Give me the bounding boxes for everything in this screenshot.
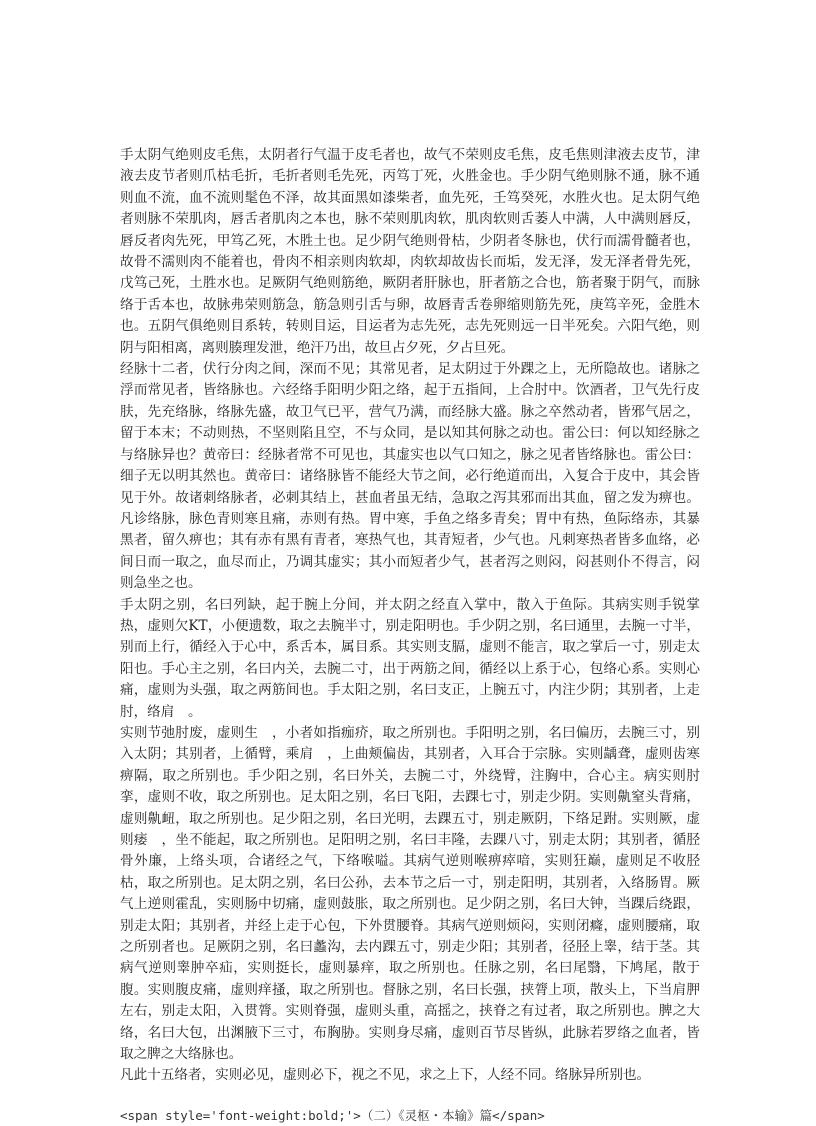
document-body [120,145,700,1126]
paragraph-hand-collaterals: 手太阴之别，名曰列缺，起于腕上分间，并太阴之经直入掌中，散入于鱼际。其病实则手锐掌热，虚则欠KT，小便遗数，取之去腕半寸，别走阳明也。手少阴之别，名曰通里，去腕一寸半，别而上行，循经入于心中，系舌本，属目系。其实则支膈，虚则不能言，取之掌后一寸，别走太阳也。手心主之别，名曰内关，去腕二寸，出于两筋之间，循经以上系于心，包络心系。实则心痛，虚则为头强，取之两筋间也。手太阳之别，名曰支正，上腕五寸，内注少阴；其别者，上走肘，络肩 。 [120,596,700,720]
paragraph-qi-exhaustion: 手太阴气绝则皮毛焦，太阴者行气温于皮毛者也，故气不荣则皮毛焦，皮毛焦则津液去皮节，津液去皮节者则爪枯毛折，毛折者则毛先死，丙笃丁死，火胜金也。手少阴气绝则脉不通，脉不通则血不流，血不流则髦色不泽，故其面黑如漆柴者，血先死，壬笃癸死，水胜火也。足太阴气绝者则脉不荣肌肉，唇舌者肌肉之本也，脉不荣则肌肉软，肌肉软则舌萎人中满，人中满则唇反，唇反者肉先死，甲笃乙死，木胜土也。足少阴气绝则骨枯，少阴者冬脉也，伏行而濡骨髓者也，故骨不濡则肉不能着也，骨肉不相亲则肉软却，肉软却故齿长而垢，发无泽，发无泽者骨先死，戊笃己死，土胜水也。足厥阴气绝则筋绝，厥阴者肝脉也，肝者筋之合也，筋者聚于阴气，而脉络于舌本也，故脉弗荣则筋急，筋急则引舌与卵，故唇青舌卷卵缩则筋先死，庚笃辛死，金胜木也。五阴气俱绝则目系转，转则目运，目运者为志先死，志先死则远一日半死矣。六阳气绝，则阴与阳相离，离则腠理发泄，绝汗乃出，故旦占夕死，夕占旦死。 [120,147,700,356]
paragraph-collateral-branches: 实则节弛肘废，虚则生 ，小者如指痂疥，取之所别也。手阳明之别，名曰偏历，去腕三寸，别入太阴；其别者，上循臂，乘肩 ，上曲颊偏齿，其别者，入耳合于宗脉。实则龋聋，虚则齿寒痹隔，取之所别也。手少阳之别，名曰外关，去腕二寸，外绕臂，注胸中，合心主。病实则肘挛，虚则不收，取之所别也。足太阳之别，名曰飞阳，去踝七寸，别走少阴。实则鼽窒头背痛，虚则鼽衄，取之所别也。足少阳之别，名曰光明，去踝五寸，别走厥阴，下络足跗。实则厥，虚则痿 ，坐不能起，取之所别也。足阳明之别，名曰丰隆，去踝八寸，别走太阴；其别者，循胫骨外廉，上络头项，合诸经之气，下络喉嗌。其病气逆则喉痹瘁喑，实则狂巅，虚则足不收胫枯，取之所别也。足太阴之别，名曰公孙，去本节之后一寸，别走阳明，其别者，入络肠胃。厥气上逆则霍乱，实则肠中切痛，虚则鼓胀，取之所别也。足少阴之别，名曰大钟，当踝后绕跟，别走太阳；其别者，并经上走于心包，下外贯腰脊。其病气逆则烦闷，实则闭癃，虚则腰痛，取之所别者也。足厥阴之别，名曰蠡沟，去内踝五寸，别走少阳；其别者，径胫上睾，结于茎。其病气逆则睾肿卒疝，实则挺长，虚则暴痒，取之所别也。任脉之别，名曰尾翳，下鸠尾，散于腹。实则腹皮痛，虚则痒搔，取之所别也。督脉之别，名曰长强，挟膂上项，散头上，下当肩胛左右，别走太阳，入贯膂。实则脊强，虚则头重，高摇之，挟脊之有过者，取之所别也。脾之大络，名曰大包，出渊腋下三寸，布胸胁。实则身尽痛，虚则百节尽皆纵，此脉若罗络之血者，皆取之脾之大络脉也。 [120,724,700,1063]
section-heading: <span style='font-weight:bold;'>（二）《灵枢・本输》篇</span> [120,1107,545,1123]
paragraph-twelve-meridians: 经脉十二者，伏行分肉之间，深而不见；其常见者，足太阴过于外踝之上，无所隐故也。诸脉之浮而常见者，皆络脉也。六经络手阳明少阳之络，起于五指间，上合肘中。饮酒者，卫气先行皮肤，先充络脉，络脉先盛，故卫气已平，营气乃满，而经脉大盛。脉之卒然动者，皆邪气居之，留于本末；不动则热，不坚则陷且空，不与众同，是以知其何脉之动也。雷公曰：何以知经脉之与络脉异也？黄帝曰：经脉者常不可见也，其虚实也以气口知之，脉之见者皆络脉也。雷公曰：细子无以明其然也。黄帝曰：诸络脉皆不能经大节之间，必行绝道而出，入复合于皮中，其会皆见于外。故诸刺络脉者，必刺其结上，甚血者虽无结，急取之泻其邪而出其血，留之发为痹也。凡诊络脉，脉色青则寒且痛，赤则有热。胃中寒，手鱼之络多青矣；胃中有热，鱼际络赤，其暴黑者，留久痹也；其有赤有黑有青者，寒热气也，其青短者，少气也。凡刺寒热者皆多血络，必间日而一取之，血尽而止，乃调其虚实；其小而短者少气，甚者泻之则闷，闷甚则仆不得言，闷则急坐之也。 [120,361,700,592]
paragraph-fifteen-collaterals: 凡此十五络者，实则必见，虚则必下，视之不见，求之上下，人经不同。络脉异所别也。 [120,1067,651,1084]
